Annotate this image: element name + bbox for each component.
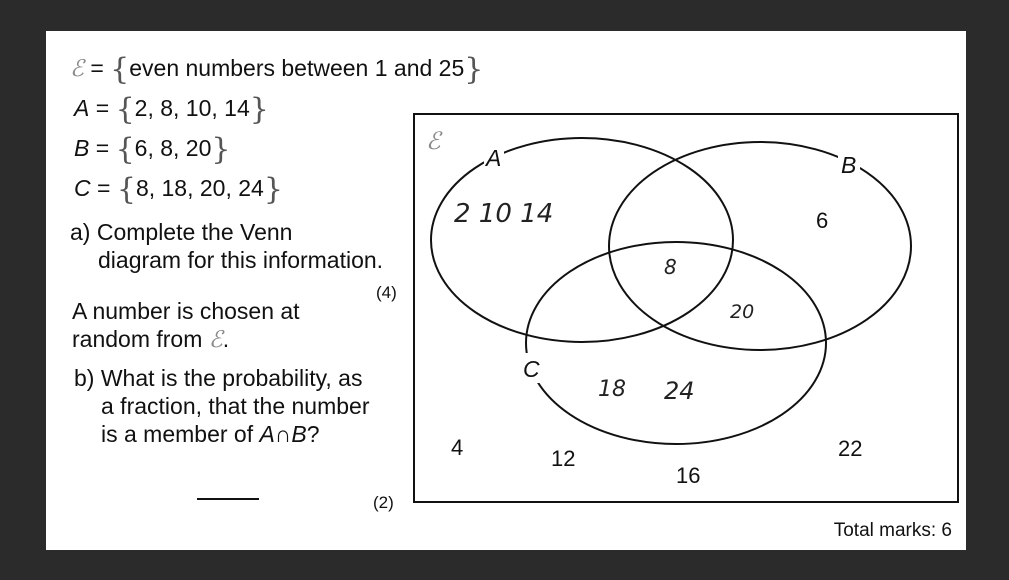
outside-value-2: 12 <box>551 446 576 471</box>
question-a-line-2: diagram for this information. <box>98 247 384 273</box>
set-a-definition: A = {2, 8, 10, 14} <box>74 92 269 127</box>
handwritten-a-only: 2 10 14 <box>454 199 554 229</box>
question-a-line-1: a) Complete the Venn <box>70 219 293 245</box>
question-a-marks: (4) <box>376 283 397 302</box>
handwritten-c-only-2: 24 <box>664 377 695 405</box>
outside-value-3: 16 <box>676 463 701 488</box>
outside-value-4: 22 <box>838 436 863 461</box>
question-b-line-3: is a member of A∩B? <box>101 421 320 447</box>
circle-b <box>609 142 911 350</box>
venn-label-a: A <box>486 145 502 171</box>
universal-set-symbol: ℰ <box>70 56 84 82</box>
venn-label-c: C <box>523 356 540 382</box>
handwritten-abc: 8 <box>664 255 677 279</box>
venn-diagram <box>46 31 966 550</box>
question-b-line-2: a fraction, that the number <box>101 393 370 419</box>
set-b-elements: 6, 8, 20 <box>134 135 212 161</box>
intersection-symbol: ∩ <box>274 421 292 447</box>
set-a-elements: 2, 8, 10, 14 <box>134 95 250 121</box>
question-b-line-1: b) What is the probability, as <box>74 365 363 391</box>
handwritten-c-only-1: 18 <box>598 377 626 402</box>
set-c-definition: C = {8, 18, 20, 24} <box>74 172 283 207</box>
worksheet <box>46 31 966 550</box>
universal-set-elements: even numbers between 1 and 25 <box>129 55 465 81</box>
universal-set-definition: ℰ = {even numbers between 1 and 25} <box>70 52 484 87</box>
handwritten-bc: 20 <box>730 301 755 323</box>
set-b-definition: B = {6, 8, 20} <box>74 132 231 167</box>
outside-value-1: 4 <box>451 435 464 460</box>
question-b-marks: (2) <box>373 493 394 512</box>
set-c-elements: 8, 18, 20, 24 <box>135 175 264 201</box>
universal-set-symbol-inline: ℰ <box>208 327 223 353</box>
total-marks: Total marks: 6 <box>833 520 952 541</box>
intro-line-1: A number is chosen at <box>72 298 300 324</box>
circle-a <box>431 138 733 342</box>
b-only-value: 6 <box>816 208 829 233</box>
intro-line-2: random from ℰ. <box>72 326 230 353</box>
venn-universal-label: ℰ <box>426 127 441 155</box>
venn-label-b: B <box>841 152 857 178</box>
